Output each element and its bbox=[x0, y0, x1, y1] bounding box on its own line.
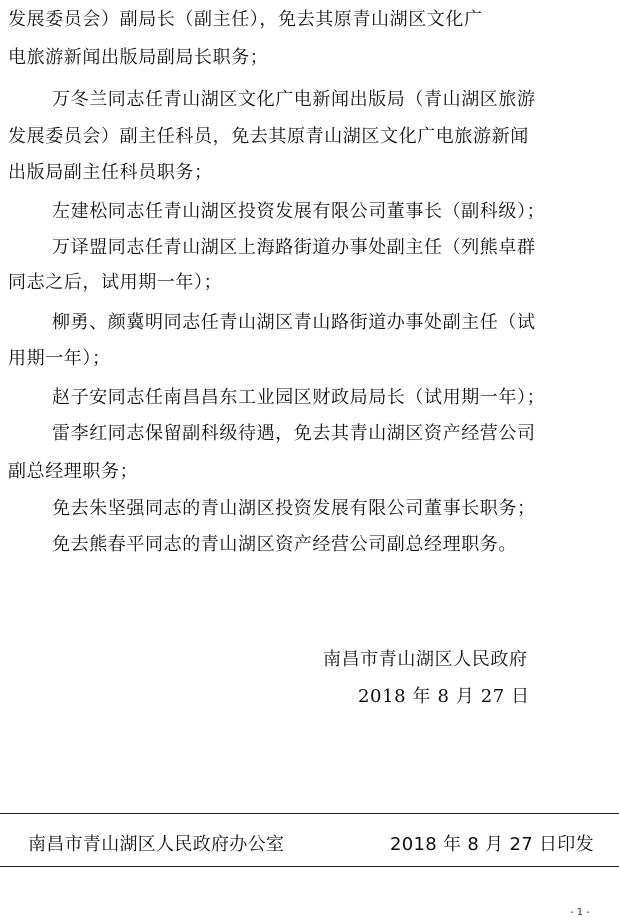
body-line: 万译盟同志任青山湖区上海路街道办事处副主任（列熊卓群 bbox=[52, 237, 536, 258]
body-line: 出版局副主任科员职务； bbox=[8, 162, 213, 183]
body-line: 免去熊春平同志的青山湖区资产经营公司副总经理职务。 bbox=[52, 534, 517, 555]
body-line: 雷李红同志保留副科级待遇，免去其青山湖区资产经营公司 bbox=[52, 423, 536, 444]
body-line: 发展委员会）副局长（副主任），免去其原青山湖区文化广 bbox=[8, 9, 483, 30]
body-line: 用期一年）； bbox=[8, 348, 111, 369]
footer-office: 南昌市青山湖区人民政府办公室 bbox=[28, 834, 285, 855]
issuing-organization: 南昌市青山湖区人民政府 bbox=[323, 649, 528, 670]
body-line: 同志之后，试用期一年）； bbox=[8, 272, 223, 293]
body-line: 副总经理职务； bbox=[8, 461, 139, 482]
page-number: - 1 - bbox=[570, 907, 590, 918]
body-line: 万冬兰同志任青山湖区文化广电新闻出版局（青山湖区旅游 bbox=[52, 89, 536, 110]
body-line: 免去朱坚强同志的青山湖区投资发展有限公司董事长职务； bbox=[52, 498, 536, 519]
body-line: 发展委员会）副主任科员，免去其原青山湖区文化广电旅游新闻 bbox=[8, 126, 529, 147]
body-line: 左建松同志任青山湖区投资发展有限公司董事长（副科级）； bbox=[52, 201, 546, 222]
body-line: 柳勇、颜冀明同志任青山湖区青山路街道办事处副主任（试 bbox=[52, 312, 536, 333]
body-line: 电旅游新闻出版局副局长职务； bbox=[8, 47, 269, 68]
footer-bottom-rule bbox=[0, 866, 619, 867]
issue-date: 2018 年 8 月 27 日 bbox=[358, 686, 530, 707]
body-line: 赵子安同志任南昌昌东工业园区财政局局长（试用期一年）； bbox=[52, 387, 546, 408]
footer-print-date: 2018 年 8 月 27 日印发 bbox=[390, 834, 594, 855]
footer-top-rule bbox=[0, 813, 619, 814]
